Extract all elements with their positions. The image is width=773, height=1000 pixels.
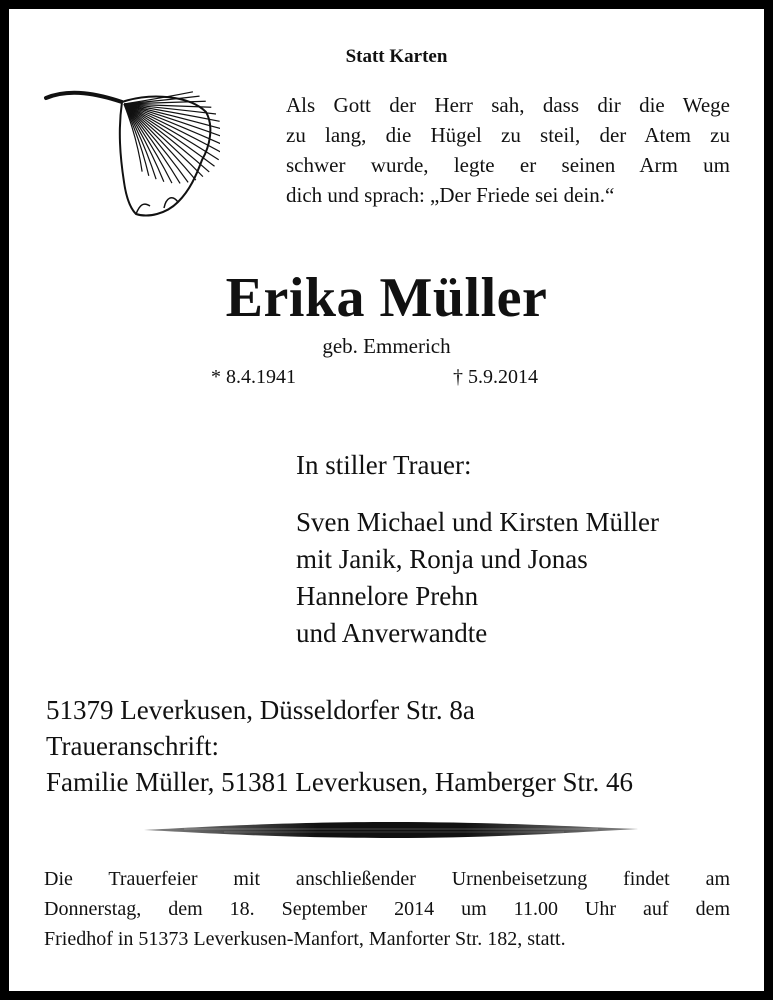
- verse-line: schwer wurde, legte er seinen Arm um: [286, 153, 730, 177]
- verse: [286, 90, 730, 210]
- service-line: Donnerstag, dem 18. September 2014 um 11.00 Uhr auf dem: [44, 898, 730, 920]
- birth-name: geb. Emmerich: [322, 334, 451, 358]
- deceased-name: Erika Müller: [225, 267, 548, 329]
- service-line: Die Trauerfeier mit anschließender Urnenbeisetzung findet am: [44, 868, 730, 890]
- address-line: 51379 Leverkusen, Düsseldorfer Str. 8a: [46, 695, 475, 725]
- brush-stroke-divider: [144, 816, 638, 844]
- service-announcement: [44, 864, 730, 954]
- mourning-intro: In stiller Trauer:: [296, 450, 472, 480]
- birth-date: * 8.4.1941: [211, 366, 296, 388]
- service-line: Friedhof in 51373 Leverkusen-Manfort, Manforter Str. 182, statt.: [44, 928, 566, 950]
- mourner-line: und Anverwandte: [296, 618, 488, 648]
- notice-heading: Statt Karten: [345, 46, 448, 67]
- verse-line: dich und sprach: „Der Friede sei dein.“: [286, 183, 615, 207]
- ginkgo-leaf-icon: [40, 84, 220, 220]
- address-line: Traueranschrift:: [46, 731, 219, 761]
- mourner-line: Hannelore Prehn: [296, 581, 479, 611]
- mourner-line: Sven Michael und Kirsten Müller: [296, 507, 659, 537]
- verse-line: zu lang, die Hügel zu steil, der Atem zu: [286, 123, 730, 147]
- address-line: Familie Müller, 51381 Leverkusen, Hamberger Str. 46: [46, 767, 634, 797]
- mourner-line: mit Janik, Ronja und Jonas: [296, 544, 588, 574]
- address-block: [46, 692, 633, 800]
- mourners-list: [296, 504, 659, 652]
- death-date: † 5.9.2014: [453, 366, 538, 388]
- verse-line: Als Gott der Herr sah, dass dir die Wege: [286, 93, 730, 117]
